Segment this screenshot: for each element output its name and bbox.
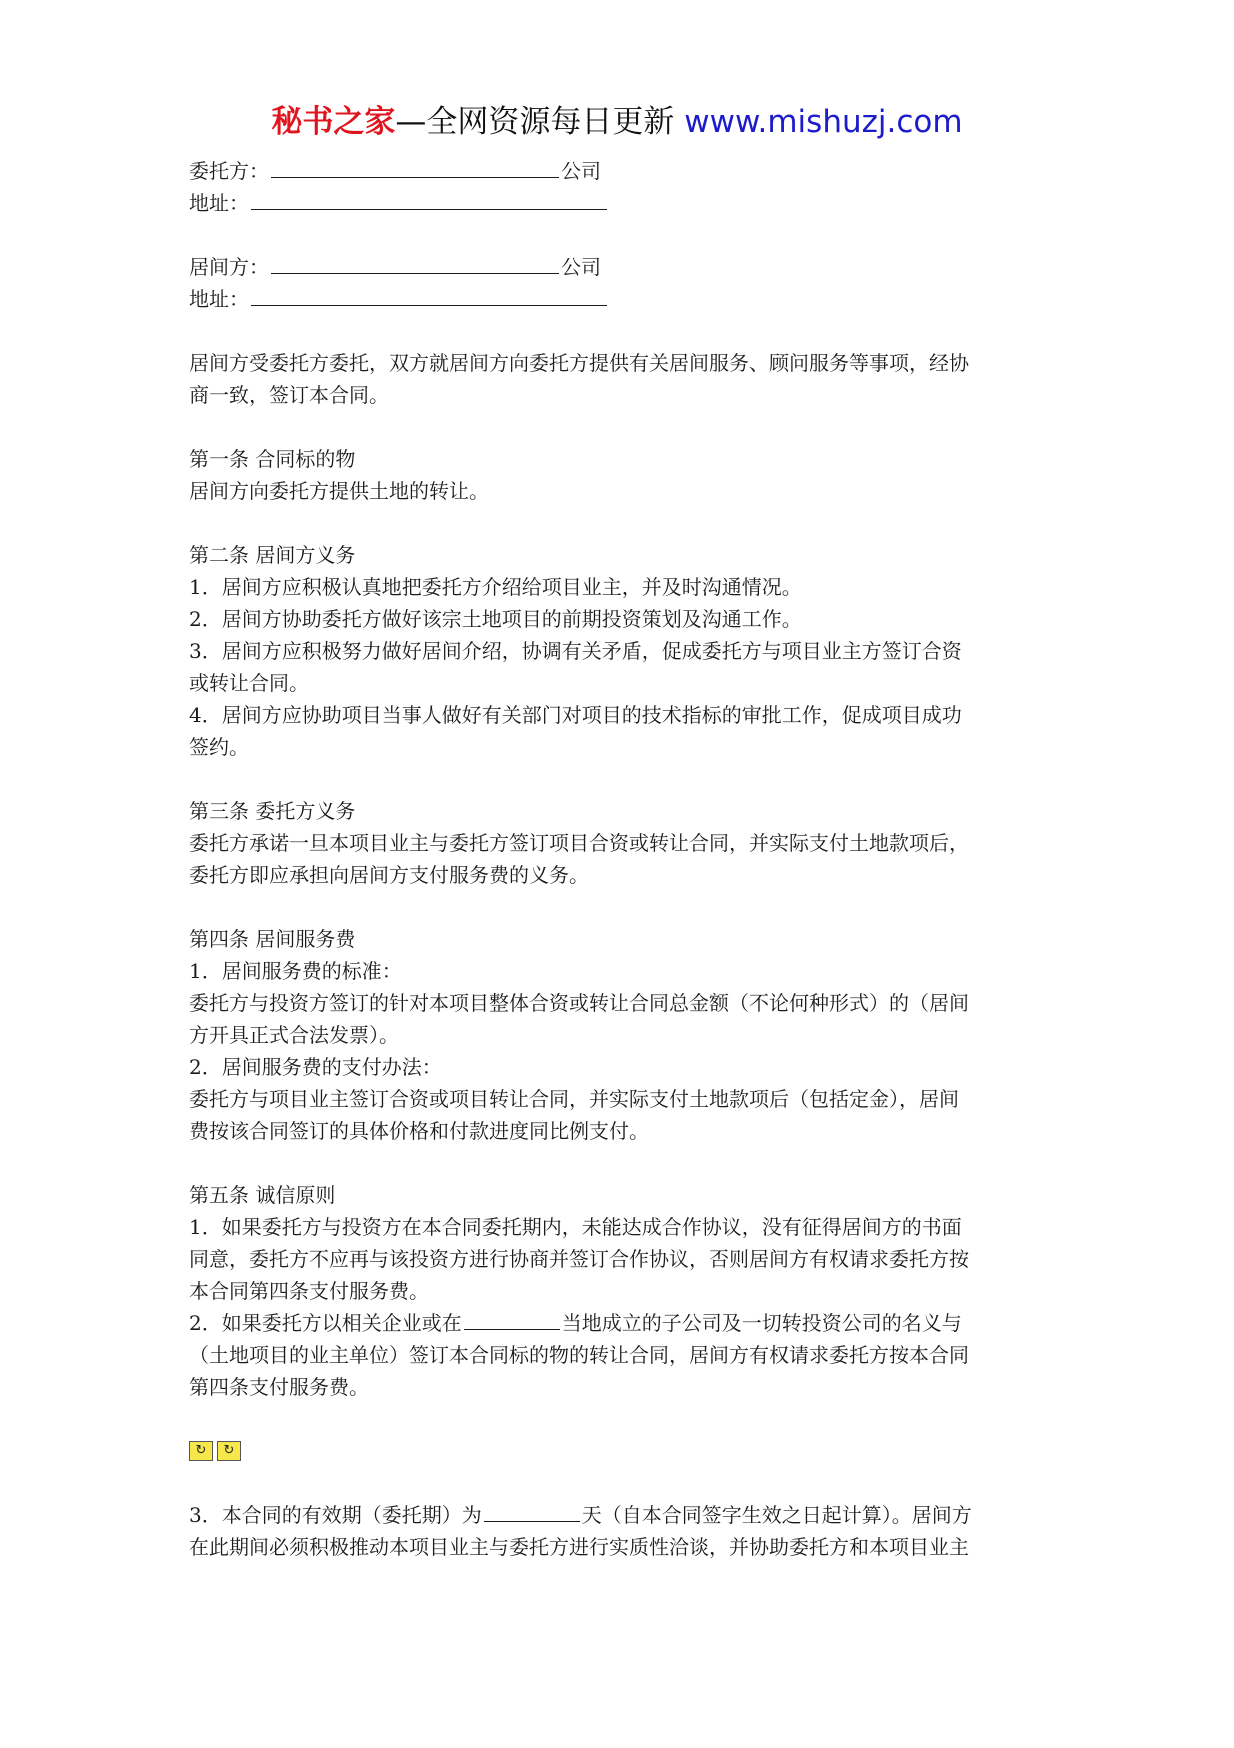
broker-label: 居间方： xyxy=(189,255,269,279)
client-label: 委托方： xyxy=(189,159,269,183)
article-4-title: 第四条 居间服务费 xyxy=(189,927,356,951)
article-5-item-3-pre: 3．本合同的有效期（委托期）为 xyxy=(189,1503,482,1527)
embedded-object-icon[interactable]: ↻ xyxy=(189,1441,213,1461)
article-5-title: 第五条 诚信原则 xyxy=(189,1183,336,1207)
article-4-line: 1．居间服务费的标准： xyxy=(189,959,402,983)
article-2-line: 3．居间方应积极努力做好居间介绍，协调有关矛盾，促成委托方与项目业主方签订合资 xyxy=(189,639,962,663)
article-5-item-2-post: 当地成立的子公司及一切转投资公司的名义与 xyxy=(561,1311,962,1335)
client-name-row xyxy=(189,155,1059,187)
article-1-title: 第一条 合同标的物 xyxy=(189,447,356,471)
article-4-line: 2．居间服务费的支付办法： xyxy=(189,1055,442,1079)
article-2-line: 2．居间方协助委托方做好该宗土地项目的前期投资策划及沟通工作。 xyxy=(189,607,802,631)
embedded-object-icon[interactable]: ↻ xyxy=(217,1441,241,1461)
client-name-blank xyxy=(271,155,559,178)
article-2-line: 签约。 xyxy=(189,735,249,759)
article-2-line: 4．居间方应协助项目当事人做好有关部门对项目的技术指标的审批工作，促成项目成功 xyxy=(189,703,962,727)
article-5-item-3-post: 天（自本合同签字生效之日起计算）。居间方 xyxy=(581,1503,972,1527)
location-blank xyxy=(464,1307,560,1330)
term-days-blank xyxy=(484,1499,580,1522)
client-address-row xyxy=(189,187,1059,219)
article-4-line: 委托方与投资方签订的针对本项目整体合资或转让合同总金额（不论何种形式）的（居间 xyxy=(189,991,969,1015)
broker-address-label: 地址： xyxy=(189,287,249,311)
article-2-line: 或转让合同。 xyxy=(189,671,309,695)
article-5-line: 第四条支付服务费。 xyxy=(189,1375,369,1399)
article-3-line: 委托方即应承担向居间方支付服务费的义务。 xyxy=(189,863,589,887)
article-5-line: 在此期间必须积极推动本项目业主与委托方进行实质性洽谈，并协助委托方和本项目业主 xyxy=(189,1535,969,1559)
broker-suffix: 公司 xyxy=(561,255,601,279)
article-2-title: 第二条 居间方义务 xyxy=(189,543,356,567)
article-4-line: 费按该合同签订的具体价格和付款进度同比例支付。 xyxy=(189,1119,649,1143)
client-address-label: 地址： xyxy=(189,191,249,215)
article-3-title: 第三条 委托方义务 xyxy=(189,799,356,823)
client-suffix: 公司 xyxy=(561,159,601,183)
article-5-item-3-row xyxy=(189,1499,1059,1531)
site-slogan: —全网资源每日更新 xyxy=(395,104,685,140)
embedded-objects xyxy=(189,1435,1059,1467)
broker-address-blank xyxy=(251,283,607,306)
broker-address-row xyxy=(189,283,1059,315)
article-5-item-2-row xyxy=(189,1307,1059,1339)
article-5-line: 本合同第四条支付服务费。 xyxy=(189,1279,429,1303)
article-5-line: 1．如果委托方与投资方在本合同委托期内，未能达成合作协议，没有征得居间方的书面 xyxy=(189,1215,962,1239)
broker-name-row xyxy=(189,251,1059,283)
article-1-line: 居间方向委托方提供土地的转让。 xyxy=(189,479,489,503)
broker-name-blank xyxy=(271,251,559,274)
article-3-line: 委托方承诺一旦本项目业主与委托方签订项目合资或转让合同，并实际支付土地款项后， xyxy=(189,831,969,855)
intro-line: 商一致，签订本合同。 xyxy=(189,383,389,407)
contract-body xyxy=(189,155,1059,1563)
article-4-line: 方开具正式合法发票）。 xyxy=(189,1023,399,1047)
article-5-line: （土地项目的业主单位）签订本合同标的物的转让合同，居间方有权请求委托方按本合同 xyxy=(189,1343,969,1367)
intro-line: 居间方受委托方委托，双方就居间方向委托方提供有关居间服务、顾问服务等事项，经协 xyxy=(189,351,969,375)
article-5-item-2-pre: 2．如果委托方以相关企业或在 xyxy=(189,1311,462,1335)
site-brand: 秘书之家 xyxy=(271,104,396,140)
site-header xyxy=(0,102,1234,142)
article-5-line: 同意，委托方不应再与该投资方进行协商并签订合作协议，否则居间方有权请求委托方按 xyxy=(189,1247,969,1271)
article-2-line: 1．居间方应积极认真地把委托方介绍给项目业主，并及时沟通情况。 xyxy=(189,575,802,599)
article-4-line: 委托方与项目业主签订合资或项目转让合同，并实际支付土地款项后（包括定金），居间 xyxy=(189,1087,959,1111)
site-url-link[interactable]: www.mishuzj.com xyxy=(684,104,963,140)
client-address-blank xyxy=(251,187,607,210)
